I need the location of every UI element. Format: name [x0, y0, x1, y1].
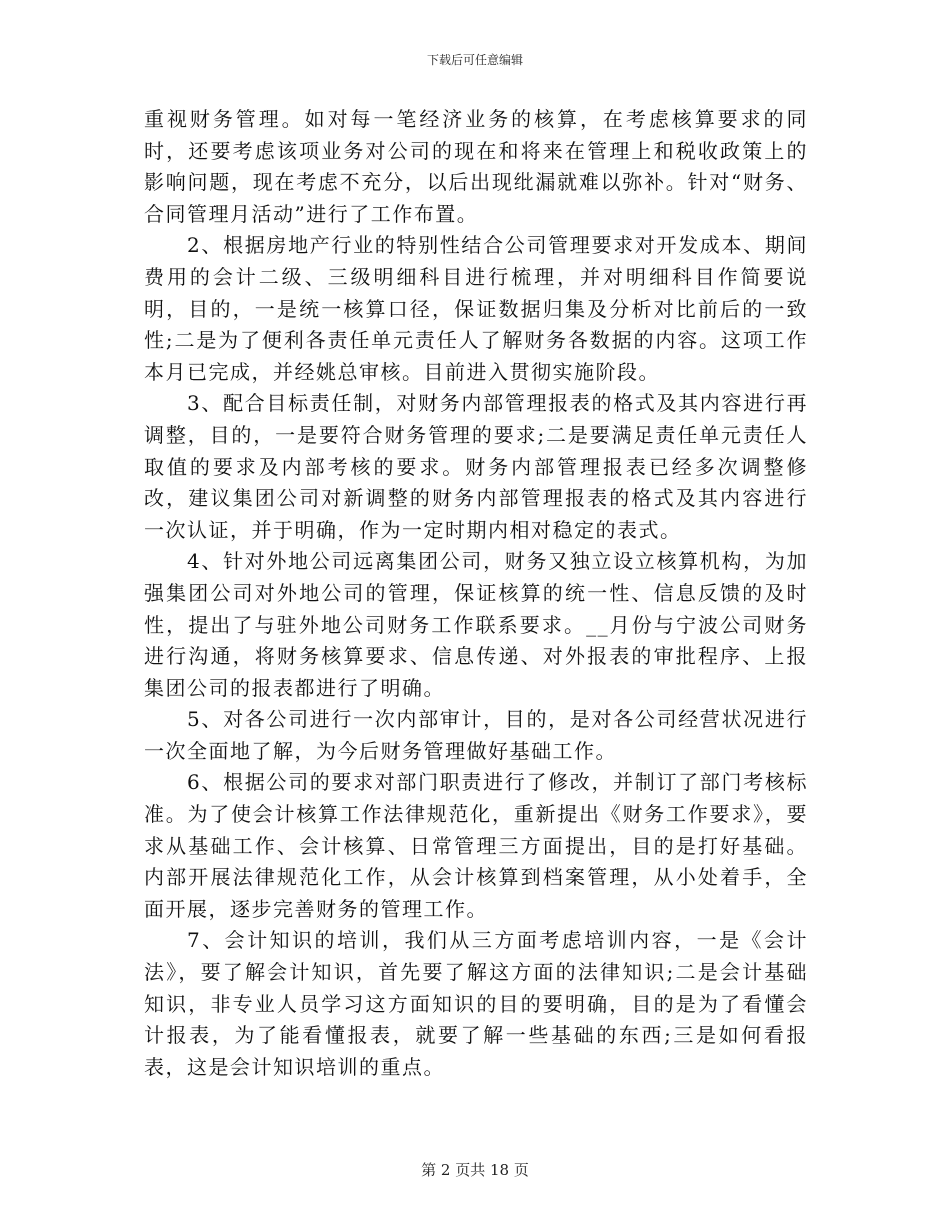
page-footer: 第 2 页共 18 页 [421, 1161, 529, 1179]
paragraph-item-4: 4、针对外地公司远离集团公司，财务又独立设立核算机构，为加强集团公司对外地公司的管理，保证核算的统一性、信息反馈的及时性，提出了与驻外地公司财务工作联系要求。__月份与宁波公司财务进行沟通，将财务核算要求、信息传递、对外报表的审批程序、上报集团公司的报表都进行了明确。 [144, 549, 808, 700]
paragraph-item-6: 6、根据公司的要求对部门职责进行了修改，并制订了部门考核标准。为了使会计核算工作法律规范化，重新提出《财务工作要求》，要求从基础工作、会计核算、日常管理三方面提出，目的是打好基础。内部开展法律规范化工作，从会计核算到档案管理，从小处着手，全面开展，逐步完善财务的管理工作。 [144, 770, 808, 921]
paragraph-item-3: 3、配合目标责任制，对财务内部管理报表的格式及其内容进行再调整，目的，一是要符合财务管理的要求;二是要满足责任单元责任人取值的要求及内部考核的要求。财务内部管理报表已经多次调整修改，建议集团公司对新调整的财务内部管理报表的格式及其内容进行一次认证，并于明确，作为一定时期内相对稳定的表式。 [144, 391, 808, 542]
page-header: 下载后可任意编辑 [426, 53, 523, 67]
paragraph-item-5: 5、对各公司进行一次内部审计，目的，是对各公司经营状况进行一次全面地了解，为今后财务管理做好基础工作。 [144, 707, 808, 763]
document-body [144, 104, 808, 1083]
paragraph-item-2: 2、根据房地产行业的特别性结合公司管理要求对开发成本、期间费用的会计二级、三级明细科目进行梳理，并对明细科目作简要说明，目的，一是统一核算口径，保证数据归集及分析对比前后的一致性;二是为了便利各责任单元责任人了解财务各数据的内容。这项工作本月已完成，并经姚总审核。目前进入贯彻实施阶段。 [144, 233, 808, 384]
paragraph-item-7: 7、会计知识的培训，我们从三方面考虑培训内容，一是《会计法》，要了解会计知识，首先要了解这方面的法律知识;二是会计基础知识，非专业人员学习这方面知识的目的要明确，目的是为了看懂会计报表，为了能看懂报表，就要了解一些基础的东西;三是如何看报表，这是会计知识培训的重点。 [144, 928, 808, 1079]
paragraph-continuation: 重视财务管理。如对每一笔经济业务的核算，在考虑核算要求的同时，还要考虑该项业务对公司的现在和将来在管理上和税收政策上的影响问题，现在考虑不充分，以后出现纰漏就难以弥补。针对“财务、合同管理月活动”进行了工作布置。 [144, 107, 808, 226]
